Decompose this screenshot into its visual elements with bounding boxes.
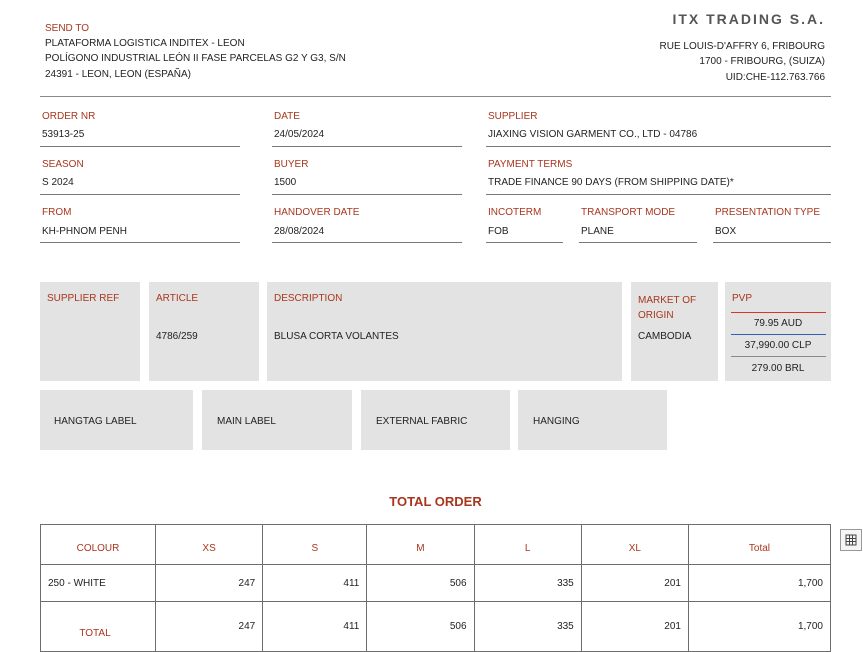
payment-terms-value: TRADE FINANCE 90 DAYS (FROM SHIPPING DATE)* [488, 177, 734, 188]
market-of-origin-box [631, 282, 718, 381]
send-to-line1: PLATAFORMA LOGISTICA INDITEX - LEON [45, 38, 245, 49]
table-icon-glyph [841, 530, 861, 550]
pvp-aud: 79.95 AUD [753, 318, 803, 329]
pvp-red-line [731, 312, 826, 313]
description-label: DESCRIPTION [274, 293, 343, 304]
presentation-type-value: BOX [715, 226, 737, 237]
article-box [149, 282, 259, 381]
from-value: KH-PHNOM PENH [42, 226, 128, 237]
order-nr-value: 53913-25 [42, 129, 85, 140]
supplier-ref-box [40, 282, 140, 381]
from-underline [40, 242, 240, 243]
header-colour: COLOUR [41, 525, 156, 565]
table-total-row [41, 602, 831, 652]
buyer-label: BUYER [274, 159, 309, 170]
external-fabric-text: EXTERNAL FABRIC [376, 416, 468, 427]
row-m: 506 [367, 565, 474, 602]
season-value: S 2024 [42, 177, 74, 188]
hanging-box [518, 390, 667, 450]
company-address2: 1700 - FRIBOURG, (SUIZA) [699, 56, 825, 67]
send-to-label: SEND TO [45, 23, 90, 34]
header-l: L [474, 525, 581, 565]
season-label: SEASON [42, 159, 84, 170]
total-total: 1,700 [688, 602, 830, 652]
pvp-label: PVP [732, 293, 753, 304]
total-xs: 247 [156, 602, 263, 652]
pvp-blue-line [731, 334, 826, 335]
total-label: TOTAL [41, 602, 156, 652]
pvp-brl: 279.00 BRL [751, 363, 805, 374]
incoterm-value: FOB [488, 226, 509, 237]
table-row [41, 565, 831, 602]
season-underline [40, 194, 240, 195]
description-value: BLUSA CORTA VOLANTES [274, 331, 399, 342]
table-header-row [41, 525, 831, 565]
date-underline [272, 146, 462, 147]
row-l: 335 [474, 565, 581, 602]
company-address1: RUE LOUIS-D'AFFRY 6, FRIBOURG [659, 41, 825, 52]
incoterm-label: INCOTERM [488, 207, 542, 218]
hanging-text: HANGING [533, 416, 580, 427]
presentation-type-underline [713, 242, 831, 243]
date-label: DATE [274, 111, 300, 122]
date-value: 24/05/2024 [274, 129, 325, 140]
row-total: 1,700 [688, 565, 830, 602]
supplier-underline [486, 146, 831, 147]
handover-date-label: HANDOVER DATE [274, 207, 360, 218]
supplier-value: JIAXING VISION GARMENT CO., LTD - 04786 [488, 129, 698, 140]
send-to-line3: 24391 - LEON, LEON (ESPAÑA) [45, 69, 191, 80]
transport-mode-value: PLANE [581, 226, 614, 237]
pvp-clp: 37,990.00 CLP [744, 340, 812, 351]
header-xs: XS [156, 525, 263, 565]
article-value: 4786/259 [156, 331, 198, 342]
header-divider [40, 96, 831, 97]
order-nr-label: ORDER NR [42, 111, 96, 122]
incoterm-underline [486, 242, 563, 243]
main-label-text: MAIN LABEL [217, 416, 276, 427]
main-label-box [202, 390, 352, 450]
header-m: M [367, 525, 474, 565]
send-to-line2: POLÍGONO INDUSTRIAL LEÓN II FASE PARCELAS G2 Y G3, S/N [45, 53, 346, 64]
company-uid: UID:CHE-112.763.766 [725, 72, 825, 83]
buyer-underline [272, 194, 462, 195]
order-nr-underline [40, 146, 240, 147]
header-total: Total [688, 525, 830, 565]
supplier-ref-label: SUPPLIER REF [47, 293, 120, 304]
row-xl: 201 [581, 565, 688, 602]
total-l: 335 [474, 602, 581, 652]
pvp-grey-line [731, 356, 826, 357]
payment-terms-label: PAYMENT TERMS [488, 159, 573, 170]
transport-mode-underline [579, 242, 697, 243]
row-xs: 247 [156, 565, 263, 602]
row-s: 411 [263, 565, 367, 602]
row-colour: 250 - WHITE [41, 565, 156, 602]
article-label: ARTICLE [156, 293, 199, 304]
table-icon[interactable] [840, 529, 862, 551]
from-label: FROM [42, 207, 72, 218]
total-order-table [40, 524, 831, 652]
payment-terms-underline [486, 194, 831, 195]
external-fabric-box [361, 390, 510, 450]
handover-date-value: 28/08/2024 [274, 226, 325, 237]
total-m: 506 [367, 602, 474, 652]
hangtag-label-box [40, 390, 193, 450]
total-s: 411 [263, 602, 367, 652]
total-order-title: TOTAL ORDER [389, 494, 482, 509]
hangtag-label-text: HANGTAG LABEL [54, 416, 137, 427]
buyer-value: 1500 [274, 177, 297, 188]
description-box [267, 282, 622, 381]
company-name: ITX TRADING S.A. [672, 11, 825, 27]
header-s: S [263, 525, 367, 565]
pvp-box [725, 282, 831, 381]
presentation-type-label: PRESENTATION TYPE [715, 207, 821, 218]
transport-mode-label: TRANSPORT MODE [581, 207, 676, 218]
total-xl: 201 [581, 602, 688, 652]
handover-date-underline [272, 242, 462, 243]
supplier-label: SUPPLIER [488, 111, 538, 122]
market-of-origin-label: MARKET OF ORIGIN [638, 295, 697, 321]
market-of-origin-value: CAMBODIA [638, 331, 692, 342]
header-xl: XL [581, 525, 688, 565]
